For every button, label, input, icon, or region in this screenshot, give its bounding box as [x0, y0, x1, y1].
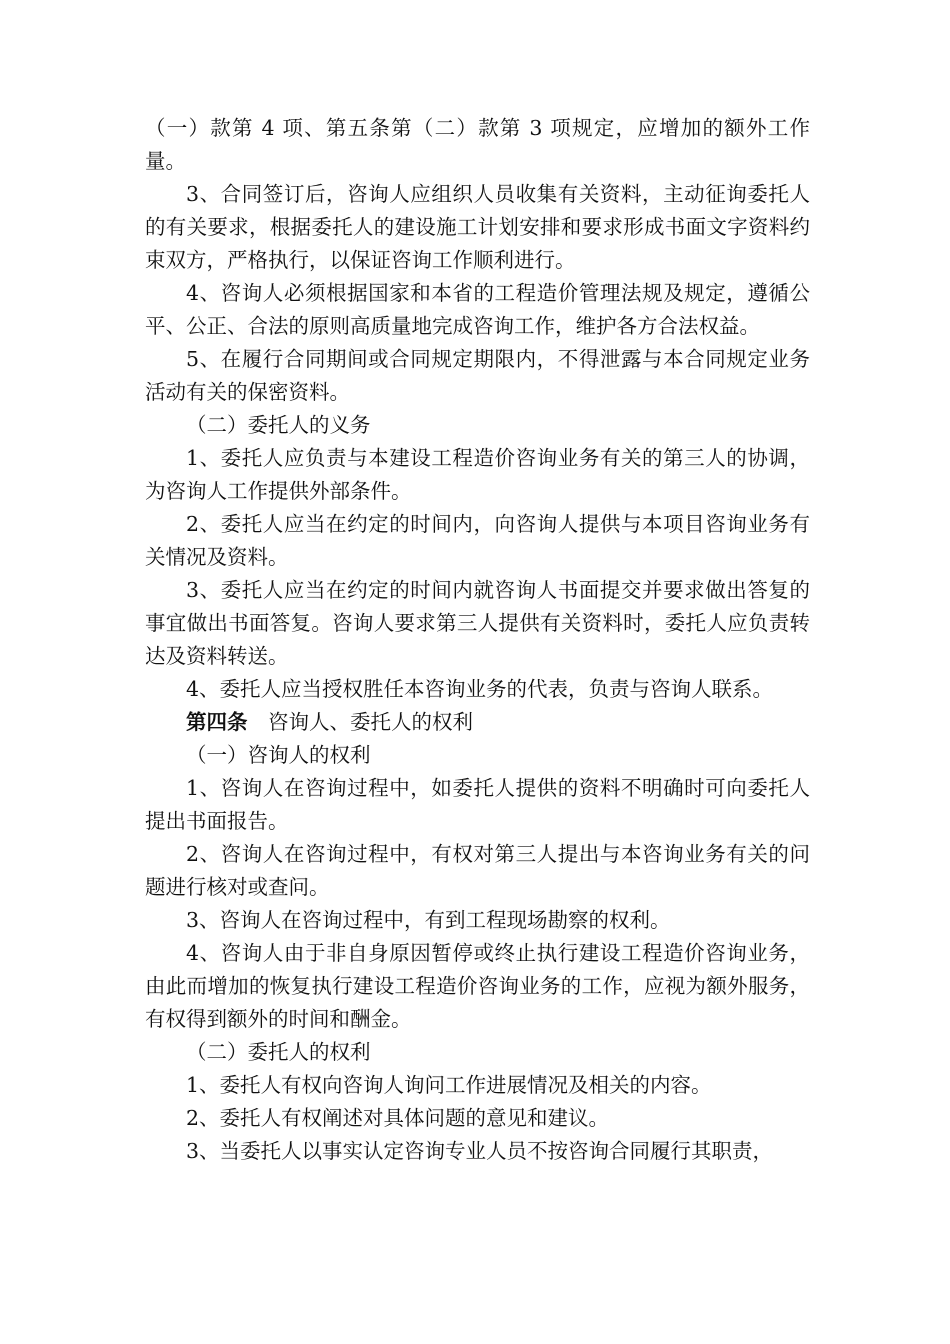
article-heading	[145, 706, 810, 739]
paragraph-consultant-right-4: 4、咨询人由于非自身原因暂停或终止执行建设工程造价咨询业务，由此而增加的恢复执行建设工程造价咨询业务的工作，应视为额外服务，有权得到额外的时间和酬金。	[145, 941, 810, 1031]
subheading-client-obligations: （二）委托人的义务	[186, 413, 371, 437]
paragraph-consultant-duty-5: 5、在履行合同期间或合同规定期限内，不得泄露与本合同规定业务活动有关的保密资料。	[145, 347, 810, 404]
paragraph-continuation: （一）款第 4 项、第五条第（二）款第 3 项规定，应增加的额外工作量。	[145, 116, 810, 173]
paragraph-client-right-2: 2、委托人有权阐述对具体问题的意见和建议。	[186, 1106, 610, 1130]
article-title: 咨询人、委托人的权利	[268, 710, 473, 734]
paragraph-client-duty-1: 1、委托人应负责与本建设工程造价咨询业务有关的第三人的协调，为咨询人工作提供外部条件。	[145, 446, 810, 503]
subheading-client-rights: （二）委托人的权利	[186, 1040, 371, 1064]
paragraph-consultant-duty-4: 4、咨询人必须根据国家和本省的工程造价管理法规及规定，遵循公平、公正、合法的原则高质量地完成咨询工作，维护各方合法权益。	[145, 281, 810, 338]
paragraph-consultant-right-3: 3、咨询人在咨询过程中，有到工程现场勘察的权利。	[186, 908, 671, 932]
paragraph-consultant-right-1: 1、咨询人在咨询过程中，如委托人提供的资料不明确时可向委托人提出书面报告。	[145, 776, 810, 833]
article-number: 第四条	[186, 710, 248, 734]
document-page	[145, 112, 810, 1168]
paragraph-consultant-duty-3: 3、合同签订后，咨询人应组织人员收集有关资料，主动征询委托人的有关要求，根据委托人的建设施工计划安排和要求形成书面文字资料约束双方，严格执行，以保证咨询工作顺利进行。	[145, 182, 810, 272]
paragraph-client-right-1: 1、委托人有权向咨询人询问工作进展情况及相关的内容。	[186, 1073, 712, 1097]
paragraph-client-duty-2: 2、委托人应当在约定的时间内，向咨询人提供与本项目咨询业务有关情况及资料。	[145, 512, 810, 569]
paragraph-client-right-3: 3、当委托人以事实认定咨询专业人员不按咨询合同履行其职责，	[186, 1139, 774, 1163]
paragraph-client-duty-4: 4、委托人应当授权胜任本咨询业务的代表，负责与咨询人联系。	[186, 677, 774, 701]
paragraph-client-duty-3: 3、委托人应当在约定的时间内就咨询人书面提交并要求做出答复的事宜做出书面答复。咨询人要求第三人提供有关资料时，委托人应负责转达及资料转送。	[145, 578, 810, 668]
paragraph-consultant-right-2: 2、咨询人在咨询过程中，有权对第三人提出与本咨询业务有关的问题进行核对或查问。	[145, 842, 810, 899]
subheading-consultant-rights: （一）咨询人的权利	[186, 743, 371, 767]
